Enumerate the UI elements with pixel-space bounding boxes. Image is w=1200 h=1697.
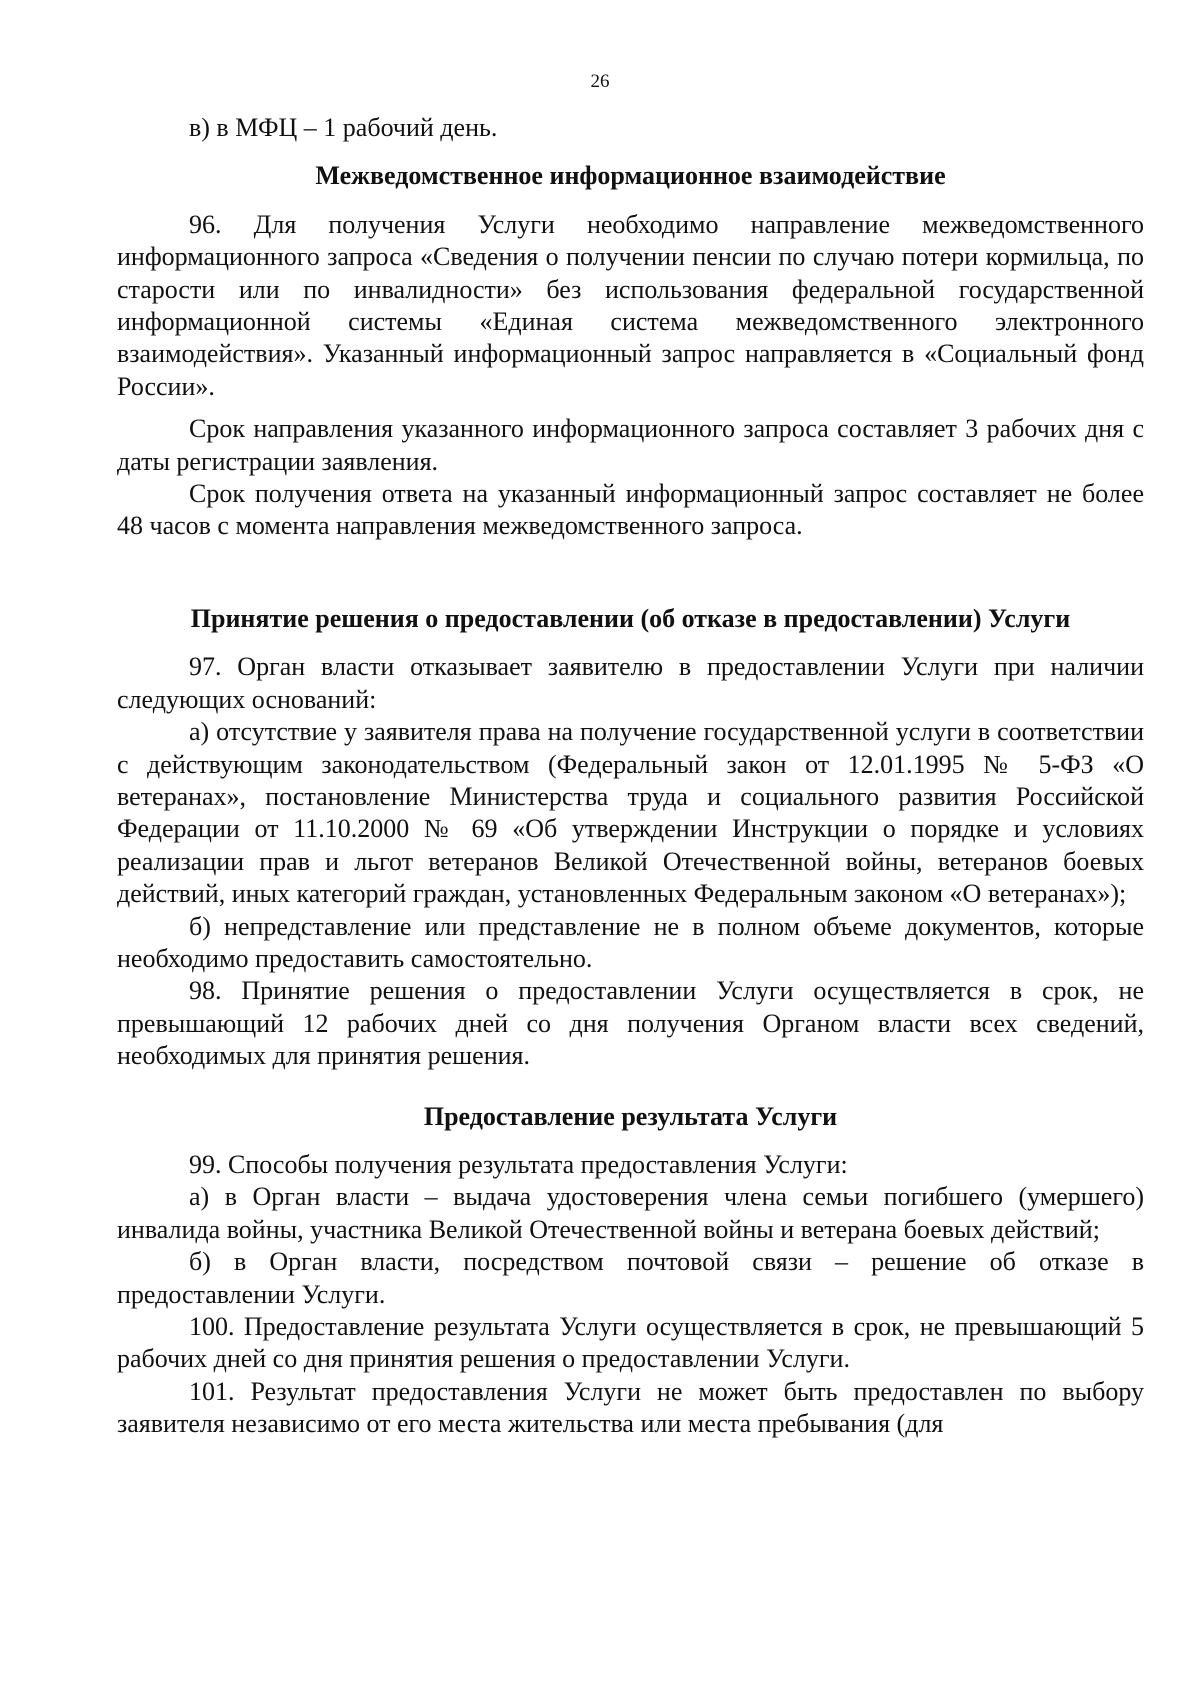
paragraph-send-term: Срок направления указанного информационного запроса составляет 3 рабочих дня с даты регистрации заявления. [117,414,1144,476]
paragraph-100: 100. Предоставление результата Услуги осуществляется в срок, не превышающий 5 рабочих дней со дня принятия решения о предоставлении Услуги. [117,1312,1144,1374]
document-body [117,112,1144,1441]
paragraph-mfc-term: в) в МФЦ – 1 рабочий день. [189,113,498,142]
paragraph-reply-term: Срок получения ответа на указанный информационный запрос составляет не более 48 часов с момента направления межведомственного запроса. [117,479,1144,541]
heading-interagency-interaction: Межведомственное информационное взаимодействие [315,161,946,191]
paragraph-97: 97. Орган власти отказывает заявителю в предоставлении Услуги при наличии следующих оснований: [117,652,1144,714]
paragraph-99-b: б) в Орган власти, посредством почтовой связи – решение об отказе в предоставлении Услуги. [117,1247,1144,1309]
paragraph-98: 98. Принятие решения о предоставлении Услуги осуществляется в срок, не превышающий 12 рабочих дней со дня получения Органом власти всех сведений, необходимых для принятия решения. [117,976,1144,1071]
paragraph-97-b: б) непредставление или представление не в полном объеме документов, которые необходимо предоставить самостоятельно. [117,911,1144,973]
paragraph-96: 96. Для получения Услуги необходимо направление межведомственного информационного запроса «Сведения о получении пенсии по случаю потери кормильца, по старости или по инвалидности» без использования федеральной государственной информационной системы «Единая система межведомственного электронного взаимодействия». Указанный информационный запрос направляется в «Социальный фонд России». [117,209,1144,401]
paragraph-97-a: а) отсутствие у заявителя права на получение государственной услуги в соответствии с действующим законодательством (Федеральный закон от 12.01.1995 № 5-ФЗ «О ветеранах», постановление Министерства труда и социального развития Российской Федерации от 11.10.2000 № 69 «Об утверждении Инструкции о порядке и условиях реализации прав и льгот ветеранов Великой Отечественной войны, ветеранов боевых действий, иных категорий граждан, установленных Федеральным законом «О ветеранах»); [117,717,1144,909]
heading-decision: Принятие решения о предоставлении (об отказе в предоставлении) Услуги [190,603,1071,633]
heading-result: Предоставление результата Услуги [423,1101,838,1131]
paragraph-101: 101. Результат предоставления Услуги не может быть предоставлен по выбору заявителя независимо от его места жительства или места пребывания (для [117,1376,1144,1439]
paragraph-99-a: а) в Орган власти – выдача удостоверения члена семьи погибшего (умершего) инвалида войны, участника Великой Отечественной войны и ветерана боевых действий; [117,1182,1144,1244]
paragraph-99: 99. Способы получения результата предоставления Услуги: [189,1149,848,1179]
page-number: 26 [590,71,610,92]
